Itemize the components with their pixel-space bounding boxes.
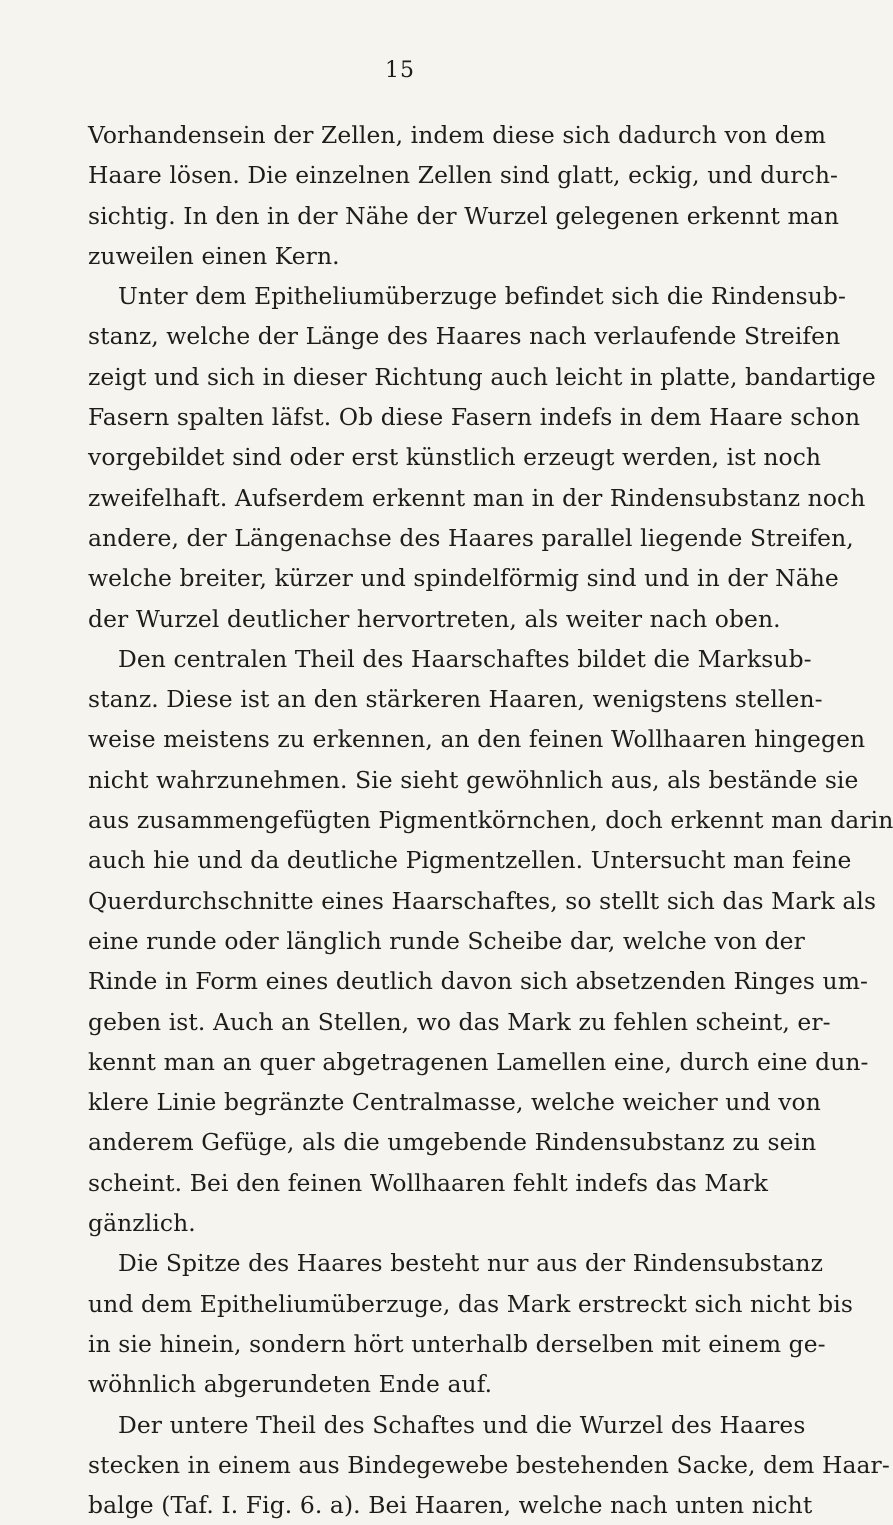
text-line: Die Spitze des Haares besteht nur aus der Rindensubstanz — [88, 1243, 728, 1283]
text-line: klere Linie begränzte Centralmasse, welche weicher und von — [88, 1082, 728, 1122]
text-line: eine runde oder länglich runde Scheibe dar, welche von der — [88, 921, 728, 961]
body-text — [88, 115, 728, 1525]
text-line: Querdurchschnitte eines Haarschaftes, so stellt sich das Mark als — [88, 881, 728, 921]
paragraph — [88, 1405, 728, 1525]
text-line: zuweilen einen Kern. — [88, 236, 728, 276]
text-line: kennt man an quer abgetragenen Lamellen eine, durch eine dun- — [88, 1042, 728, 1082]
page-number: 15 — [0, 58, 800, 83]
text-line: sichtig. In den in der Nähe der Wurzel gelegenen erkennt man — [88, 196, 728, 236]
text-line: nicht wahrzunehmen. Sie sieht gewöhnlich aus, als bestände sie — [88, 760, 728, 800]
text-line: zweifelhaft. Aufserdem erkennt man in der Rindensubstanz noch — [88, 478, 728, 518]
text-line: Haare lösen. Die einzelnen Zellen sind glatt, eckig, und durch- — [88, 155, 728, 195]
text-line: Den centralen Theil des Haarschaftes bildet die Marksub- — [88, 639, 728, 679]
text-line: der Wurzel deutlicher hervortreten, als weiter nach oben. — [88, 599, 728, 639]
text-line: stanz. Diese ist an den stärkeren Haaren, wenigstens stellen- — [88, 679, 728, 719]
text-line: geben ist. Auch an Stellen, wo das Mark zu fehlen scheint, er- — [88, 1002, 728, 1042]
text-line: Der untere Theil des Schaftes und die Wurzel des Haares — [88, 1405, 728, 1445]
text-line: welche breiter, kürzer und spindelförmig sind und in der Nähe — [88, 558, 728, 598]
text-line: in sie hinein, sondern hört unterhalb derselben mit einem ge- — [88, 1324, 728, 1364]
text-line: anderem Gefüge, als die umgebende Rindensubstanz zu sein — [88, 1122, 728, 1162]
text-line: Rinde in Form eines deutlich davon sich absetzenden Ringes um- — [88, 961, 728, 1001]
text-line: scheint. Bei den feinen Wollhaaren fehlt indefs das Mark — [88, 1163, 728, 1203]
text-line: balge (Taf. I. Fig. 6. a). Bei Haaren, welche nach unten nicht — [88, 1485, 728, 1525]
paragraph — [88, 1243, 728, 1404]
paragraph — [88, 115, 728, 276]
text-line: und dem Epitheliumüberzuge, das Mark erstreckt sich nicht bis — [88, 1284, 728, 1324]
text-line: Vorhandensein der Zellen, indem diese sich dadurch von dem — [88, 115, 728, 155]
text-line: auch hie und da deutliche Pigmentzellen. Untersucht man feine — [88, 840, 728, 880]
text-line: Fasern spalten läfst. Ob diese Fasern indefs in dem Haare schon — [88, 397, 728, 437]
text-line: wöhnlich abgerundeten Ende auf. — [88, 1364, 728, 1404]
text-line: gänzlich. — [88, 1203, 728, 1243]
text-line: stecken in einem aus Bindegewebe bestehenden Sacke, dem Haar- — [88, 1445, 728, 1485]
paragraph — [88, 639, 728, 1243]
text-line: stanz, welche der Länge des Haares nach verlaufende Streifen — [88, 316, 728, 356]
text-line: weise meistens zu erkennen, an den feinen Wollhaaren hingegen — [88, 719, 728, 759]
paragraph — [88, 276, 728, 639]
text-line: vorgebildet sind oder erst künstlich erzeugt werden, ist noch — [88, 437, 728, 477]
text-line: andere, der Längenachse des Haares parallel liegende Streifen, — [88, 518, 728, 558]
text-line: Unter dem Epitheliumüberzuge befindet sich die Rindensub- — [88, 276, 728, 316]
text-line: zeigt und sich in dieser Richtung auch leicht in platte, bandartige — [88, 357, 728, 397]
text-line: aus zusammengefügten Pigmentkörnchen, doch erkennt man darin — [88, 800, 728, 840]
